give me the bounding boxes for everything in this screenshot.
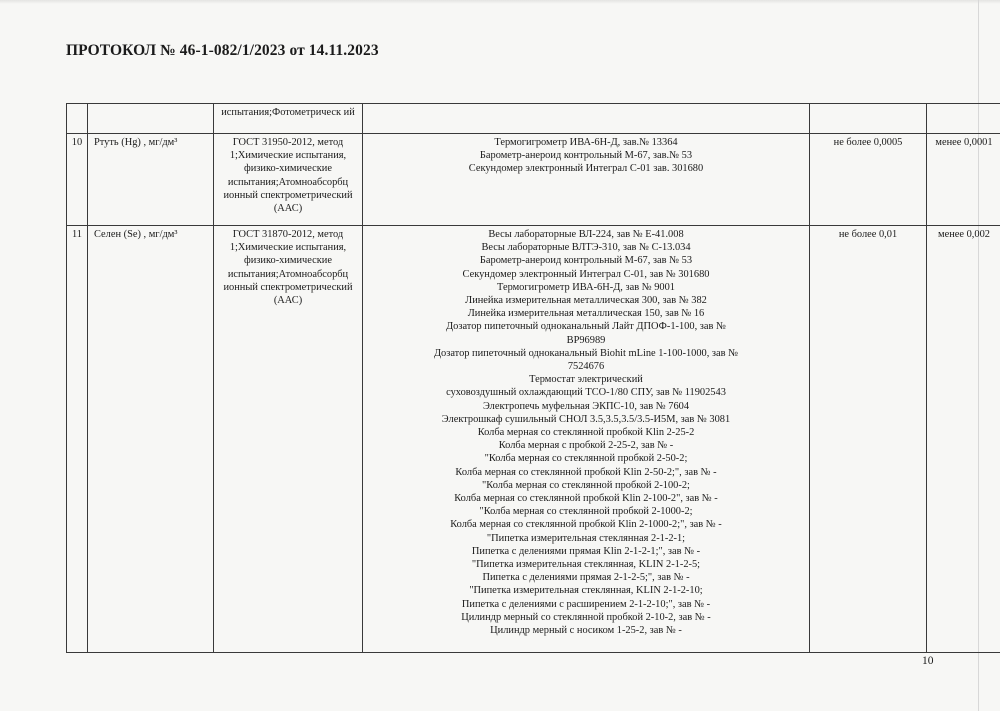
equipment-line: Пипетка с делениями прямая 2-1-2-5;", зав № - (482, 572, 690, 584)
equipment-line: Дозатор пипеточный одноканальный Biohit mLine 1-100-1000, зав № (433, 347, 739, 359)
method-text: ГОСТ 31950-2012, метод 1;Химические испытания, физико-химические испытания;Атомноабсорбц ионный спектрометрический (ААС) (223, 137, 353, 215)
cell-norm (810, 104, 927, 134)
equipment-line: "Колба мерная со стеклянной пробкой 2-100-2; (482, 479, 690, 491)
equipment-line: Пипетка с делениями с расширением 2-1-2-10;", зав № - (461, 598, 711, 610)
cell-indicator (88, 104, 214, 134)
cell-indicator: Ртуть (Hg) , мг/дм³ (88, 134, 214, 226)
method-text: испытания;Фотометрическ ий (221, 107, 355, 118)
equipment-line: Колба мерная со стеклянной пробкой Klin 2-1000-2;", зав № - (450, 519, 722, 531)
cell-result: менее 0,002 (927, 226, 1000, 653)
cell-result: менее 0,0001 (927, 134, 1000, 226)
cell-method (214, 226, 363, 653)
equipment-line: Электропечь муфельная ЭКПС-10, зав № 7604 (482, 400, 690, 412)
equipment-line: Термогигрометр ИВА-6Н-Д, зав № 9001 (497, 281, 675, 293)
equipment-line: Барометр-анероид контрольный М-67, зав.№ 53 (479, 150, 693, 162)
equipment-line: Цилиндр мерный с носиком 1-25-2, зав № - (490, 625, 682, 637)
cell-equipment (363, 134, 810, 226)
table-row-continued (67, 104, 1000, 134)
equipment-line: Секундомер электронный Интеграл С-01 зав. 301680 (468, 163, 704, 175)
equipment-line: "Колба мерная со стеклянной пробкой 2-50-2; (484, 453, 688, 465)
equipment-line: Термогигрометр ИВА-6Н-Д, зав.№ 13364 (494, 137, 678, 148)
table-row (67, 134, 1000, 226)
equipment-line: Цилиндр мерный со стеклянной пробкой 2-10-2, зав № - (461, 611, 711, 623)
cell-equipment (363, 104, 810, 134)
equipment-line: Термостат электрический (529, 374, 643, 386)
equipment-line: "Пипетка измерительная стеклянная, KLIN 2-1-2-10; (469, 585, 703, 597)
cell-equipment (363, 226, 810, 653)
table-row (67, 226, 1000, 653)
equipment-line: Колба мерная с пробкой 2-25-2, зав № - (498, 440, 674, 452)
cell-num: 10 (67, 134, 88, 226)
cell-method (214, 104, 363, 134)
equipment-line: Дозатор пипеточный одноканальный Лайт ДПОФ-1-100, зав № (446, 321, 726, 333)
equipment-line: Барометр-анероид контрольный М-67, зав № 53 (479, 255, 693, 267)
cell-num: 11 (67, 226, 88, 653)
equipment-line: Колба мерная со стеклянной пробкой Klin 2-100-2", зав № - (454, 493, 718, 505)
cell-indicator: Селен (Se) , мг/дм³ (88, 226, 214, 653)
protocol-title: ПРОТОКОЛ № 46-1-082/1/2023 от 14.11.2023 (66, 42, 379, 59)
equipment-line: Весы лабораторные ВЛ-224, зав № Е-41.008 (488, 229, 684, 240)
equipment-line: Колба мерная со стеклянной пробкой Klin 2-25-2 (477, 427, 695, 439)
equipment-line: Колба мерная со стеклянной пробкой Klin 2-50-2;", зав № - (455, 466, 717, 478)
equipment-line: Линейка измерительная металлическая 150, зав № 16 (467, 308, 705, 320)
equipment-line: Пипетка с делениями прямая Klin 2-1-2-1;", зав № - (471, 545, 701, 557)
cell-method (214, 134, 363, 226)
page-top-shadow (0, 0, 1000, 4)
cell-result (927, 104, 1000, 134)
equipment-line: суховоздушный охлаждающий ТСО-1/80 СПУ, зав № 11902543 (446, 387, 726, 399)
cell-norm: не более 0,0005 (810, 134, 927, 226)
equipment-line: ВР96989 (566, 334, 606, 346)
equipment-line: Линейка измерительная металлическая 300, зав № 382 (465, 295, 707, 307)
equipment-line: Весы лабораторные ВЛТЭ-310, зав № С-13.034 (481, 242, 691, 254)
equipment-line: Электрошкаф сушильный СНОЛ 3.5,3.5,3.5/3.5-И5М, зав № 3081 (441, 413, 731, 425)
page-number: 10 (922, 655, 934, 667)
cell-num (67, 104, 88, 134)
equipment-line: 7524676 (567, 361, 605, 373)
equipment-line: "Пипетка измерительная стеклянная 2-1-2-1; (486, 532, 686, 544)
method-text: ГОСТ 31870-2012, метод 1;Химические испытания, физико-химические испытания;Атомноабсорбц ионный спектрометрический (ААС) (223, 229, 353, 307)
equipment-line: "Колба мерная со стеклянной пробкой 2-1000-2; (479, 506, 693, 518)
equipment-line: "Пипетка измерительная стеклянная, KLIN 2-1-2-5; (471, 559, 701, 571)
cell-norm: не более 0,01 (810, 226, 927, 653)
results-table (66, 103, 1000, 653)
equipment-line: Секундомер электронный Интеграл С-01, зав № 301680 (462, 268, 710, 280)
